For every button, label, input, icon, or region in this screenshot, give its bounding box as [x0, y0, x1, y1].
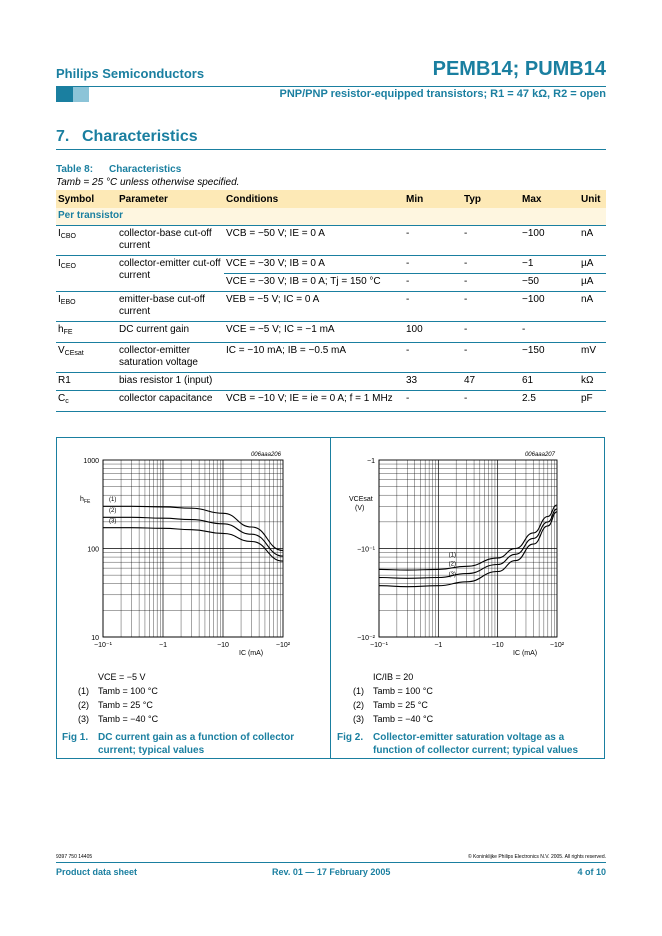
- table-row: [56, 256, 606, 274]
- max-cell: 2.5: [520, 391, 579, 412]
- min-cell: -: [404, 274, 462, 292]
- conditions-cell: IC = −10 mA; IB = −0.5 mA: [224, 343, 404, 373]
- table-note: Tamb = 25 °C unless otherwise specified.: [56, 177, 240, 188]
- typ-cell: -: [462, 274, 520, 292]
- y-axis-unit: (V): [355, 505, 365, 512]
- header-cell: Max: [520, 190, 579, 208]
- table-caption-label: Table 8:: [56, 164, 94, 175]
- series-line: [103, 517, 283, 556]
- series-label: (3): [109, 518, 117, 525]
- x-axis-label: IC (mA): [513, 650, 538, 657]
- conditions-cell: [224, 373, 404, 391]
- series-line: [379, 512, 557, 587]
- conditions-cell: VCB = −10 V; IE = ie = 0 A; f = 1 MHz: [224, 391, 404, 412]
- min-cell: 33: [404, 373, 462, 391]
- unit-cell: mV: [579, 343, 606, 373]
- fig2-label: Fig 2.: [337, 732, 364, 743]
- min-cell: -: [404, 256, 462, 274]
- table-group-row: [56, 208, 606, 226]
- unit-cell: [579, 322, 606, 343]
- series-line: [379, 505, 557, 570]
- fig2-caption-text: Collector-emitter saturation voltage as a function of collector current; typical values: [373, 732, 579, 756]
- x-tick-label: −1: [434, 642, 443, 649]
- max-cell: −100: [520, 226, 579, 256]
- y-axis-label: VCEsat: [349, 496, 373, 503]
- series-label: (1): [109, 496, 117, 503]
- y-tick-label: −10⁻²: [357, 635, 375, 642]
- copyright: © Koninklijke Philips Electronics N.V. 2005. All rights reserved.: [467, 854, 606, 860]
- typ-cell: -: [462, 292, 520, 322]
- max-cell: −150: [520, 343, 579, 373]
- parameter-cell: collector-emitter saturation voltage: [117, 343, 224, 373]
- conditions-cell: VCE = −30 V; IB = 0 A: [224, 256, 404, 274]
- fig2-caption: [337, 731, 599, 761]
- parameter-cell: collector-emitter cut-off current: [117, 256, 224, 292]
- header-cell: Unit: [579, 190, 606, 208]
- figure-code: 006aaa207: [524, 452, 555, 458]
- conditions-cell: VCE = −30 V; IB = 0 A; Tj = 150 °C: [224, 274, 404, 292]
- legend-item: (1) Tamb = 100 °C: [353, 686, 433, 696]
- series-line: [103, 506, 283, 550]
- unit-cell: nA: [579, 292, 606, 322]
- y-tick-label: 1000: [83, 458, 99, 465]
- fig1-legend: [78, 670, 159, 726]
- table-row: [56, 391, 606, 412]
- max-cell: −1: [520, 256, 579, 274]
- table-row: [56, 343, 606, 373]
- unit-cell: kΩ: [579, 373, 606, 391]
- section-title: Characteristics: [82, 128, 198, 145]
- table-row: [56, 373, 606, 391]
- symbol-cell: R1: [56, 373, 117, 391]
- min-cell: -: [404, 292, 462, 322]
- document-subtitle: PNP/PNP resistor-equipped transistors; R1 = 47 kΩ, R2 = open: [279, 88, 606, 100]
- y-tick-label: 100: [87, 546, 99, 554]
- symbol-cell: $I_{CBO}$: [56, 226, 117, 256]
- fig1-label: Fig 1.: [62, 732, 89, 743]
- y-axis-label: h: [80, 496, 84, 503]
- series-label: (3): [448, 571, 456, 578]
- x-tick-label: −10²: [549, 642, 565, 649]
- header-block-dark: [56, 87, 73, 102]
- conditions-cell: VEB = −5 V; IC = 0 A: [224, 292, 404, 322]
- symbol-cell: $I_{EBO}$: [56, 292, 117, 322]
- fig2-legend: [353, 670, 434, 726]
- legend-item: (3) Tamb = −40 °C: [353, 714, 434, 724]
- legend-item: (1) Tamb = 100 °C: [78, 686, 158, 696]
- series-line: [103, 528, 283, 561]
- symbol-cell: $I_{CEO}$: [56, 256, 117, 292]
- unit-cell: µA: [579, 256, 606, 274]
- series-label: (2): [109, 508, 117, 515]
- fig1-caption-text: DC current gain as a function of collector current; typical values: [98, 732, 295, 756]
- max-cell: -: [520, 322, 579, 343]
- parameter-cell: collector capacitance: [117, 391, 224, 412]
- header-cell: Conditions: [224, 190, 404, 208]
- typ-cell: -: [462, 391, 520, 412]
- table-row: [56, 292, 606, 322]
- parameter-cell: collector-base cut-off current: [117, 226, 224, 256]
- unit-cell: µA: [579, 274, 606, 292]
- fig1-caption: [62, 731, 324, 761]
- unit-cell: pF: [579, 391, 606, 412]
- header-block-light: [73, 87, 89, 102]
- x-axis-label: IC (mA): [239, 650, 264, 657]
- header-cell: Min: [404, 190, 462, 208]
- parameter-cell: emitter-base cut-off current: [117, 292, 224, 322]
- table-caption-title: Characteristics: [109, 164, 182, 175]
- header-cell: Typ: [462, 190, 520, 208]
- legend-item: (2) Tamb = 25 °C: [78, 700, 153, 710]
- unit-cell: nA: [579, 226, 606, 256]
- typ-cell: -: [462, 322, 520, 343]
- page-number: 4 of 10: [577, 867, 606, 877]
- document-title: PEMB14; PUMB14: [432, 58, 606, 80]
- x-tick-label: −10: [217, 642, 229, 649]
- symbol-cell: $C_c$: [56, 391, 117, 412]
- max-cell: −100: [520, 292, 579, 322]
- typ-cell: 47: [462, 373, 520, 391]
- typ-cell: -: [462, 226, 520, 256]
- min-cell: -: [404, 391, 462, 412]
- document-number: 9397 750 14405: [56, 854, 93, 860]
- footer-rule: [56, 862, 606, 863]
- vcesat-chart: [331, 437, 605, 667]
- max-cell: 61: [520, 373, 579, 391]
- table-header-row: [56, 190, 606, 208]
- x-tick-label: −10: [491, 642, 504, 649]
- parameter-cell: bias resistor 1 (input): [117, 373, 224, 391]
- symbol-cell: $h_{FE}$: [56, 322, 117, 343]
- y-tick-label: 10: [91, 635, 99, 642]
- min-cell: -: [404, 226, 462, 256]
- typ-cell: -: [462, 256, 520, 274]
- x-tick-label: −1: [159, 642, 167, 649]
- series-label: (1): [448, 552, 456, 559]
- conditions-cell: VCB = −50 V; IE = 0 A: [224, 226, 404, 256]
- parameter-cell: DC current gain: [117, 322, 224, 343]
- group-label: Per transistor: [56, 208, 606, 226]
- y-axis-label-sub: FE: [84, 499, 91, 505]
- min-cell: 100: [404, 322, 462, 343]
- section-heading: [56, 128, 198, 146]
- section-rule: [56, 149, 606, 150]
- fig2-condition: IC/IB = 20: [373, 672, 414, 682]
- x-tick-label: −10⁻¹: [94, 642, 112, 649]
- footer-revision: Rev. 01 — 17 February 2005: [272, 867, 391, 877]
- symbol-cell: $V_{CEsat}$: [56, 343, 117, 373]
- y-tick-label: −10⁻¹: [357, 546, 375, 554]
- series-label: (2): [448, 561, 456, 568]
- x-tick-label: −10²: [275, 642, 291, 649]
- fig1-condition: VCE = −5 V: [98, 672, 146, 682]
- min-cell: -: [404, 343, 462, 373]
- conditions-cell: VCE = −5 V; IC = −1 mA: [224, 322, 404, 343]
- header-cell: Symbol: [56, 190, 117, 208]
- legend-item: (2) Tamb = 25 °C: [353, 700, 428, 710]
- figure-code: 006aaa206: [250, 452, 281, 458]
- typ-cell: -: [462, 343, 520, 373]
- header-rule: [56, 86, 606, 87]
- table-row: [56, 322, 606, 343]
- footer-doc-type: Product data sheet: [56, 867, 138, 877]
- section-number: 7.: [56, 128, 70, 145]
- max-cell: −50: [520, 274, 579, 292]
- table-row: [56, 226, 606, 256]
- hfe-chart: [56, 437, 330, 667]
- series-line: [379, 509, 557, 578]
- header-cell: Parameter: [117, 190, 224, 208]
- y-tick-label: −1: [367, 458, 375, 465]
- table-caption: [56, 164, 181, 175]
- x-tick-label: −10⁻¹: [370, 642, 388, 649]
- characteristics-table: [56, 190, 606, 412]
- company-name: Philips Semiconductors: [56, 66, 205, 81]
- legend-item: (3) Tamb = −40 °C: [78, 714, 159, 724]
